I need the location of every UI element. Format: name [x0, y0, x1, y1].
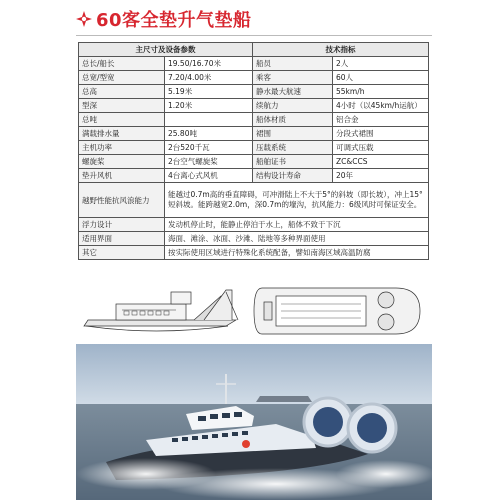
feature-label: 越野性能抗风浪能力	[79, 183, 165, 218]
spec-label: 结构设计寿命	[253, 169, 333, 183]
table-row	[79, 218, 429, 232]
spec-value: 2人	[333, 57, 429, 71]
spec-label: 船体材质	[253, 113, 333, 127]
dimension-value: 2台空气螺旋桨	[165, 155, 253, 169]
spec-label: 裙围	[253, 127, 333, 141]
plan-view-drawing	[254, 288, 420, 334]
table-row	[79, 127, 429, 141]
header-specs: 技术指标	[253, 43, 429, 57]
table-row	[79, 99, 429, 113]
dimension-value: 19.50/16.70米	[165, 57, 253, 71]
dimension-value: 2台520千瓦	[165, 141, 253, 155]
spec-value: 可调式压载	[333, 141, 429, 155]
table-row	[79, 57, 429, 71]
hovercraft-photo	[76, 344, 432, 500]
spec-label: 乘客	[253, 71, 333, 85]
title-row	[76, 6, 252, 32]
feature-value: 按实际使用区域进行特殊化系统配备，譬如南海区域高温防腐	[165, 246, 429, 260]
dimension-label: 总长/船长	[79, 57, 165, 71]
feature-value: 发动机停止时，能静止停泊于水上，船体不致于下沉	[165, 218, 429, 232]
table-row	[79, 232, 429, 246]
feature-value: 海面、滩涂、冰面、沙滩、陆地等多种界面使用	[165, 232, 429, 246]
spec-value: 60人	[333, 71, 429, 85]
table-row	[79, 183, 429, 218]
dimension-label: 螺旋桨	[79, 155, 165, 169]
table-row	[79, 113, 429, 127]
dimension-value: 4台离心式风机	[165, 169, 253, 183]
spec-label: 静水最大航速	[253, 85, 333, 99]
table-row	[79, 85, 429, 99]
dimension-label: 总吨	[79, 113, 165, 127]
feature-label: 适用界面	[79, 232, 165, 246]
dimension-value	[165, 113, 253, 127]
dimension-label: 总宽/型宽	[79, 71, 165, 85]
spec-value: 55km/h	[333, 85, 429, 99]
spec-value: 20年	[333, 169, 429, 183]
page-title: 60客全垫升气垫船	[96, 10, 252, 31]
feature-value: 能越过0.7m高的垂直障碍，可冲滑陆上不大于5°的斜坡（即长坡），冲上15°短斜坡。能跨越宽2.0m，深0.7m的壕沟，抗风能力：6级风时可保证安全。	[165, 183, 429, 218]
spec-label: 压载系统	[253, 141, 333, 155]
table-row	[79, 155, 429, 169]
dimension-label: 主机功率	[79, 141, 165, 155]
table-row	[79, 246, 429, 260]
dimension-label: 型深	[79, 99, 165, 113]
dimension-value: 5.19米	[165, 85, 253, 99]
table-header-row	[79, 43, 429, 57]
dimension-label: 垫升风机	[79, 169, 165, 183]
dimension-value: 7.20/4.00米	[165, 71, 253, 85]
feature-label: 其它	[79, 246, 165, 260]
hovercraft-drawings	[76, 280, 432, 342]
table-row	[79, 169, 429, 183]
spec-label: 续航力	[253, 99, 333, 113]
table-row	[79, 141, 429, 155]
feature-label: 浮力设计	[79, 218, 165, 232]
side-elevation-drawing	[84, 290, 238, 331]
header-dimensions: 主尺寸及设备参数	[79, 43, 253, 57]
dimension-value: 1.20米	[165, 99, 253, 113]
spec-table	[78, 42, 429, 260]
dimension-label: 满载排水量	[79, 127, 165, 141]
table-row	[79, 71, 429, 85]
spec-label: 船舶证书	[253, 155, 333, 169]
title-divider	[76, 35, 432, 36]
spec-label: 船员	[253, 57, 333, 71]
spec-value: 4小时（以45km/h运航）	[333, 99, 429, 113]
spec-value: ZC&CCS	[333, 155, 429, 169]
brochure-page	[66, 0, 442, 500]
spec-value: 分段式裙围	[333, 127, 429, 141]
spec-value: 铝合金	[333, 113, 429, 127]
dimension-label: 总高	[79, 85, 165, 99]
dimension-value: 25.80吨	[165, 127, 253, 141]
diamond-star-icon	[76, 11, 92, 27]
